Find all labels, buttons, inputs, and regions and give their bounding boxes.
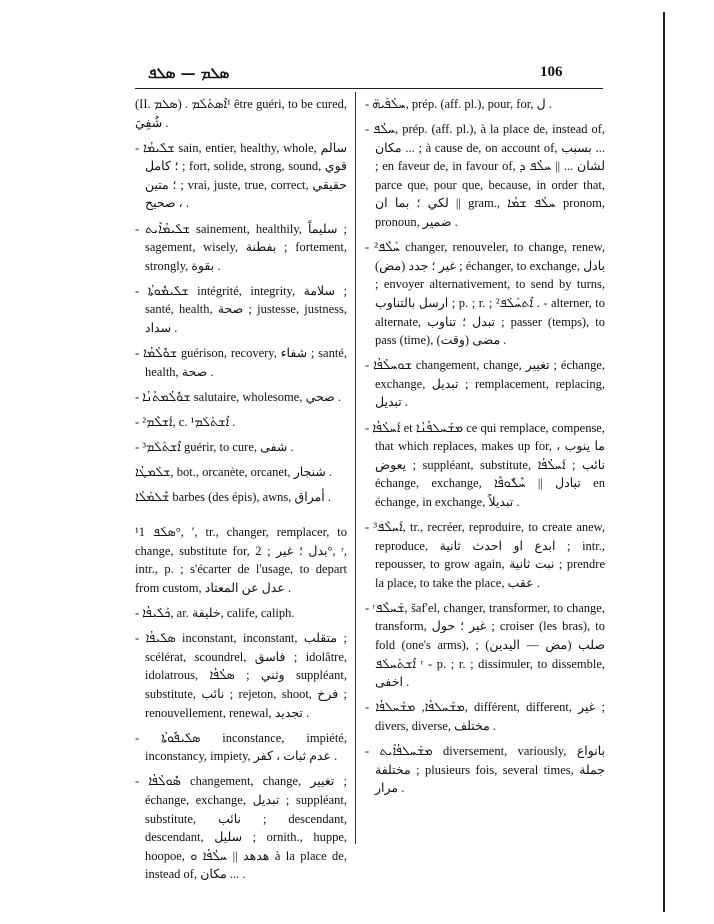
entry: - ³ܐܶܫܬܰܠܰܡ guérir, to cure, شفى . [135,440,294,454]
entry: - ܚܠܳܦ, prép. (aff. pl.), à la place de, instead of, مكان ... ; à cause de, on account of, بسبب ... ; en faveur de, in favour of, لشان ... || ܚܠܳܦ ܕ parce que, pour que, because, in order that, لكي ؛ بما ان || gram., ܚܠܳܦ ܫܡܳܐ pronom, pronoun, ضمير . [365,122,606,230]
right-column [365,95,605,804]
entry: ¹ܣܠܰܦ 1°, ʹ, tr., changer, remplacer, to change, substitute for, بدل ؛ غير ; 2°, ʳ, intr., p. ; s'écarter de l'usage, to depart from custom, عدل عن المعتاد . [135,525,348,596]
entry: ܫܶܠܡܰܠܳܐ barbes (des épis), awns, أمراق . [135,490,332,505]
entry: - ܫܘܽܠܳܡܬܳܢܳܐ salutaire, wholesome, صحي . [135,389,341,404]
entry: - ʳܫܰܚܠܶܦ, šaf'el, changer, transformer, to change, transform, غير ؛ حول ; croiser (les bras), to fold (one's arms), صلب (مض — اليدين) ; ܐܶܫܬܰܚܠܰܦ ʳ - p. ; r. ; dissimuler, to dissemble, اخفى . [365,600,605,690]
entry: - ܫܠܺܝܡܽܘܬܳܐ intégrité, integrity, سلامة ; santé, health, صحة ; justesse, justness, سداد . [135,283,347,336]
entry: - ³ܐܰܚܠܶܦ, tr., recréer, reproduire, to create anew, reproduce, ابدع او احدث ثانية ; intr., repousser, to grow again, نبت ثانية ; prendre la place, to take the place, عقب . [365,519,606,590]
entry: - ܡܫܰܚܠܦܳܐܺܝܬ diversement, variously, بانواع مختلفة ; plusieurs fois, several times, جملة مرار . [365,744,605,796]
entry: - ܣܽܘܠܳܦܳܐ changement, change, تغيير ; échange, exchange, تبديل ; suppléant, substitute, نائب ; descendant, descendant, سليل ; ornith., huppe, hoopoe, هدهد || ܚܠܳܦܳܐ ܘ à la place de, instead of, مكان ... . [135,774,347,882]
header-rule [135,88,603,89]
spacer [135,513,347,523]
entry: - ܐܰܚܠܳܦܳܐ et ܡܫܰܚܠܦܳܢܳܐ ce qui remplace, compense, that which replaces, makes up for, ما ينوب ، يعوض ; suppléant, substitute, نائب ; ܐܰܚܠܳܦܳܐ échange, exchange, تبادل || ܚܶܠܽܘܦܶܐ en échange, in exchange, تبديلاً . [365,420,605,509]
left-column [135,95,347,890]
entry: - ܚܠܳܦܰܝܗ̈, prép. (aff. pl.), pour, for, ل . [365,97,552,111]
running-head: ܣܠܡ — ܣܠܦ [148,64,230,82]
entry: - ܣܠܺܝܦܽܘܬܳܐ inconstance, impiété, inconstancy, impiety, عدم ثبات ، كفر . [135,730,347,764]
page-edge-rule [663,12,665,912]
entry: - ܡܫܰܚܠܦܳܐ, ܡܫܰܚܠܦܳܐ, différent, different, غير ; divers, diverse, مختلف . [365,700,605,733]
entry: - ܫܠܺܝܡܳܐ sain, entier, healthy, whole, سالم ؛ كامل ; fort, solide, strong, sound, قوي ؛ متين ; vrai, juste, true, correct, حقيقي ، صحيح . [135,140,347,211]
page-number: 106 [540,64,563,80]
entry: - ܫܠܺܝܡܳܐܺܝܬ sainement, healthily, سليماً ; sagement, wisely, بفطنة ; fortement, strongly, بقوة . [135,221,348,273]
entry: - ܟܰܠܺܝܦܳܐ, ar. خليفة, calife, caliph. [135,606,295,621]
entry: (II. ܣܠܡ) . ¹ܐܶܣܬܰܠܰܡ être guéri, to be cured, شُفِيَ . [135,97,347,130]
column-divider [355,92,356,844]
entry: - ܫܘܽܠܳܡܳܐ guérison, recovery, شفاء ; santé, health, صحة . [135,346,347,379]
entry: - ܣܠܺܝܦܳܐ inconstant, inconstant, متقلب ; scélérat, scoundrel, فاسق ; idolâtre, idolatrous, وثني ; ܣܠܳܦܳܐ suppléant, substitute, نائب ; rejeton, shoot, فرخ ; renouvellement, renewal, تجديد . [135,631,348,720]
entry: - ²ܐܰܫܠܶܡ, c. ¹ܐܶܫܬܰܠܰܡ . [135,414,236,429]
entry: ܫܠܰܡܛܳܐ, bot., orcanète, orcanet, شنجار . [135,465,333,480]
entry: - ²ܚܰܠܶܦ changer, renouveler, to change, renew, غير ؛ جدد (مض) ; échanger, to exchange, بادل ; envoyer alternativement, to send by turns, ارسل بالتناوب ; p. ; r. ; ²ܐܶܬܚܰܠܰܦ . - alterner, to alternate, تبدل ؛ تناوب ; passer (temps), to pass (time), مضى (وقت) . [365,240,606,348]
entry: - ܫܘܚܠܳܦܳܐ changement, change, تغيير ; échange, exchange, تبديل ; remplacement, replacing, تبديل . [365,358,605,410]
